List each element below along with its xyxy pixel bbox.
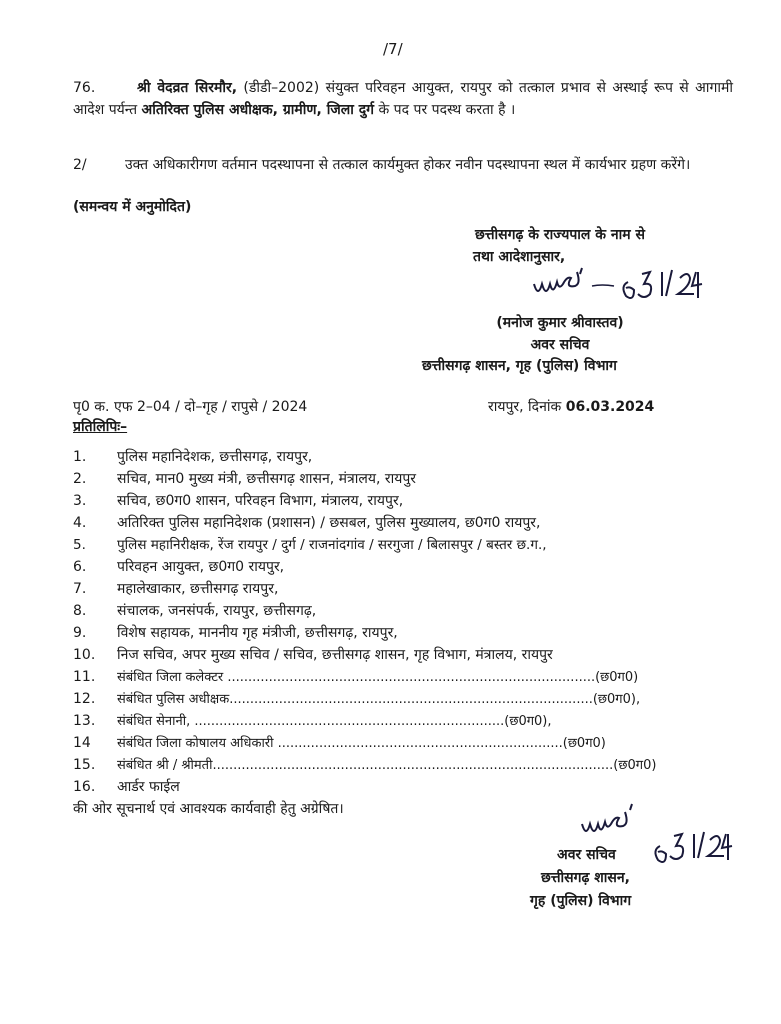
list-item xyxy=(73,777,180,796)
list-item xyxy=(73,601,316,620)
list-text: महालेखाकार, छत्तीसगढ़ रायपुर, xyxy=(117,581,279,597)
paragraph-text-b: के पद पर पदस्थ करता है । xyxy=(374,102,516,118)
list-number: 1. xyxy=(73,449,87,465)
list-number: 13. xyxy=(73,713,96,729)
list-text: निज सचिव, अपर मुख्य सचिव / सचिव, छत्तीसगढ़ शासन, गृह विभाग, मंत्रालय, रायपुर xyxy=(117,647,553,663)
list-number: 6. xyxy=(73,559,87,575)
list-item xyxy=(73,667,638,685)
officer-name: श्री वेदव्रत सिरमौर, xyxy=(137,80,238,96)
list-text: सचिव, छ0ग0 शासन, परिवहन विभाग, मंत्रालय, रायपुर, xyxy=(117,493,404,509)
signatory-government-2: छत्तीसगढ़ शासन, xyxy=(541,870,630,886)
list-number: 7. xyxy=(73,581,87,597)
list-text: संबंधित जिला कोषालय अधिकारी .....................................................................(छ0ग0) xyxy=(117,736,606,751)
list-number: 2. xyxy=(73,471,87,487)
order-paragraph-2 xyxy=(73,154,733,176)
order-paragraph-76 xyxy=(73,77,733,121)
list-item xyxy=(73,557,284,576)
endorsement-reference: पृ0 क. एफ 2–04 / दो–गृह / रापुसे / 2024 xyxy=(73,399,308,415)
list-number: 8. xyxy=(73,603,87,619)
list-number: 16. xyxy=(73,779,96,795)
paragraph-number: 2/ xyxy=(73,157,87,173)
signature-line-1: छत्तीसगढ़ के राज्यपाल के नाम से xyxy=(475,227,645,243)
list-text: संबंधित सेनानी, ...........................................................................(छ0ग0), xyxy=(117,714,552,729)
list-text: संचालक, जनसंपर्क, रायपुर, छत्तीसगढ़, xyxy=(117,603,317,619)
list-number: 5. xyxy=(73,537,86,553)
copy-to-label: प्रतिलिपिः– xyxy=(73,419,128,435)
signature-line-2: तथा आदेशानुसार, xyxy=(473,249,566,265)
paragraph-text: उक्त अधिकारीगण वर्तमान पदस्थापना से तत्काल कार्यमुक्त होकर नवीन पदस्थापना स्थल में कार्यभार ग्रहण करेंगे। xyxy=(125,157,691,173)
signatory-department-2: गृह (पुलिस) विभाग xyxy=(530,893,632,909)
signatory-designation-2: अवर सचिव xyxy=(557,847,616,863)
list-text: संबंधित पुलिस अधीक्षक........................................................................................(छ0ग0), xyxy=(117,692,641,707)
endorsement-date xyxy=(488,397,654,416)
list-number: 14 xyxy=(73,735,91,751)
list-text: अतिरिक्त पुलिस महानिदेशक (प्रशासन) / छसबल, पुलिस मुख्यालय, छ0ग0 रायपुर, xyxy=(117,515,541,531)
approval-note: (समन्वय में अनुमोदित) xyxy=(73,199,192,215)
list-item xyxy=(73,469,416,488)
list-text: आर्डर फाईल xyxy=(117,779,180,795)
list-item xyxy=(73,645,553,664)
list-item xyxy=(73,513,540,532)
signatory-designation: अवर सचिव xyxy=(530,337,590,353)
list-text: सचिव, मान0 मुख्य मंत्री, छत्तीसगढ़ शासन, मंत्रालय, रायपुर xyxy=(117,471,417,487)
list-number: 11. xyxy=(73,669,96,685)
page-number: /7/ xyxy=(383,40,403,58)
list-text: संबंधित जिला कलेक्टर .........................................................................................(छ0ग0) xyxy=(117,670,639,685)
list-number: 10. xyxy=(73,647,96,663)
list-item xyxy=(73,689,640,707)
place-label: रायपुर, दिनांक xyxy=(488,399,562,415)
date-value: 06.03.2024 xyxy=(565,399,655,415)
signatory-department: छत्तीसगढ़ शासन, गृह (पुलिस) विभाग xyxy=(422,358,617,374)
list-text: पुलिस महानिदेशक, छत्तीसगढ़, रायपुर, xyxy=(117,449,313,465)
list-item xyxy=(73,711,552,729)
list-text: विशेष सहायक, माननीय गृह मंत्रीजी, छत्तीसगढ़, रायपुर, xyxy=(117,625,398,641)
list-item xyxy=(73,535,547,553)
handwritten-signature-1 xyxy=(530,262,710,310)
list-item xyxy=(73,447,312,466)
new-post: अतिरिक्त पुलिस अधीक्षक, ग्रामीण, जिला दुर्ग xyxy=(141,102,375,118)
list-number: 12. xyxy=(73,691,96,707)
list-text: संबंधित श्री / श्रीमती.................................................................................................(छ0ग0) xyxy=(117,758,657,773)
paragraph-text-a: (डीडी–2002) संयुक्त परिवहन आयुक्त, रायपुर को तत्काल प्रभाव से अस्थाई रूप से आगामी आदेश पर्यन्त xyxy=(73,80,733,118)
list-text: परिवहन आयुक्त, छ0ग0 रायपुर, xyxy=(117,559,285,575)
list-number: 9. xyxy=(73,625,87,641)
list-number: 15. xyxy=(73,757,96,773)
list-item xyxy=(73,755,656,773)
paragraph-number: 76. xyxy=(73,80,96,96)
list-item xyxy=(73,579,278,598)
signatory-name: (मनोज कुमार श्रीवास्तव) xyxy=(496,315,624,331)
list-item xyxy=(73,623,398,642)
list-item xyxy=(73,491,403,510)
list-number: 3. xyxy=(73,493,87,509)
list-item xyxy=(73,733,606,751)
list-text: पुलिस महानिरीक्षक, रेंज रायपुर / दुर्ग / राजनांदगांव / सरगुजा / बिलासपुर / बस्तर छ.ग., xyxy=(117,537,547,553)
closing-line: की ओर सूचनार्थ एवं आवश्यक कार्यवाही हेतु अग्रेषित। xyxy=(73,801,344,817)
list-number: 4. xyxy=(73,515,87,531)
